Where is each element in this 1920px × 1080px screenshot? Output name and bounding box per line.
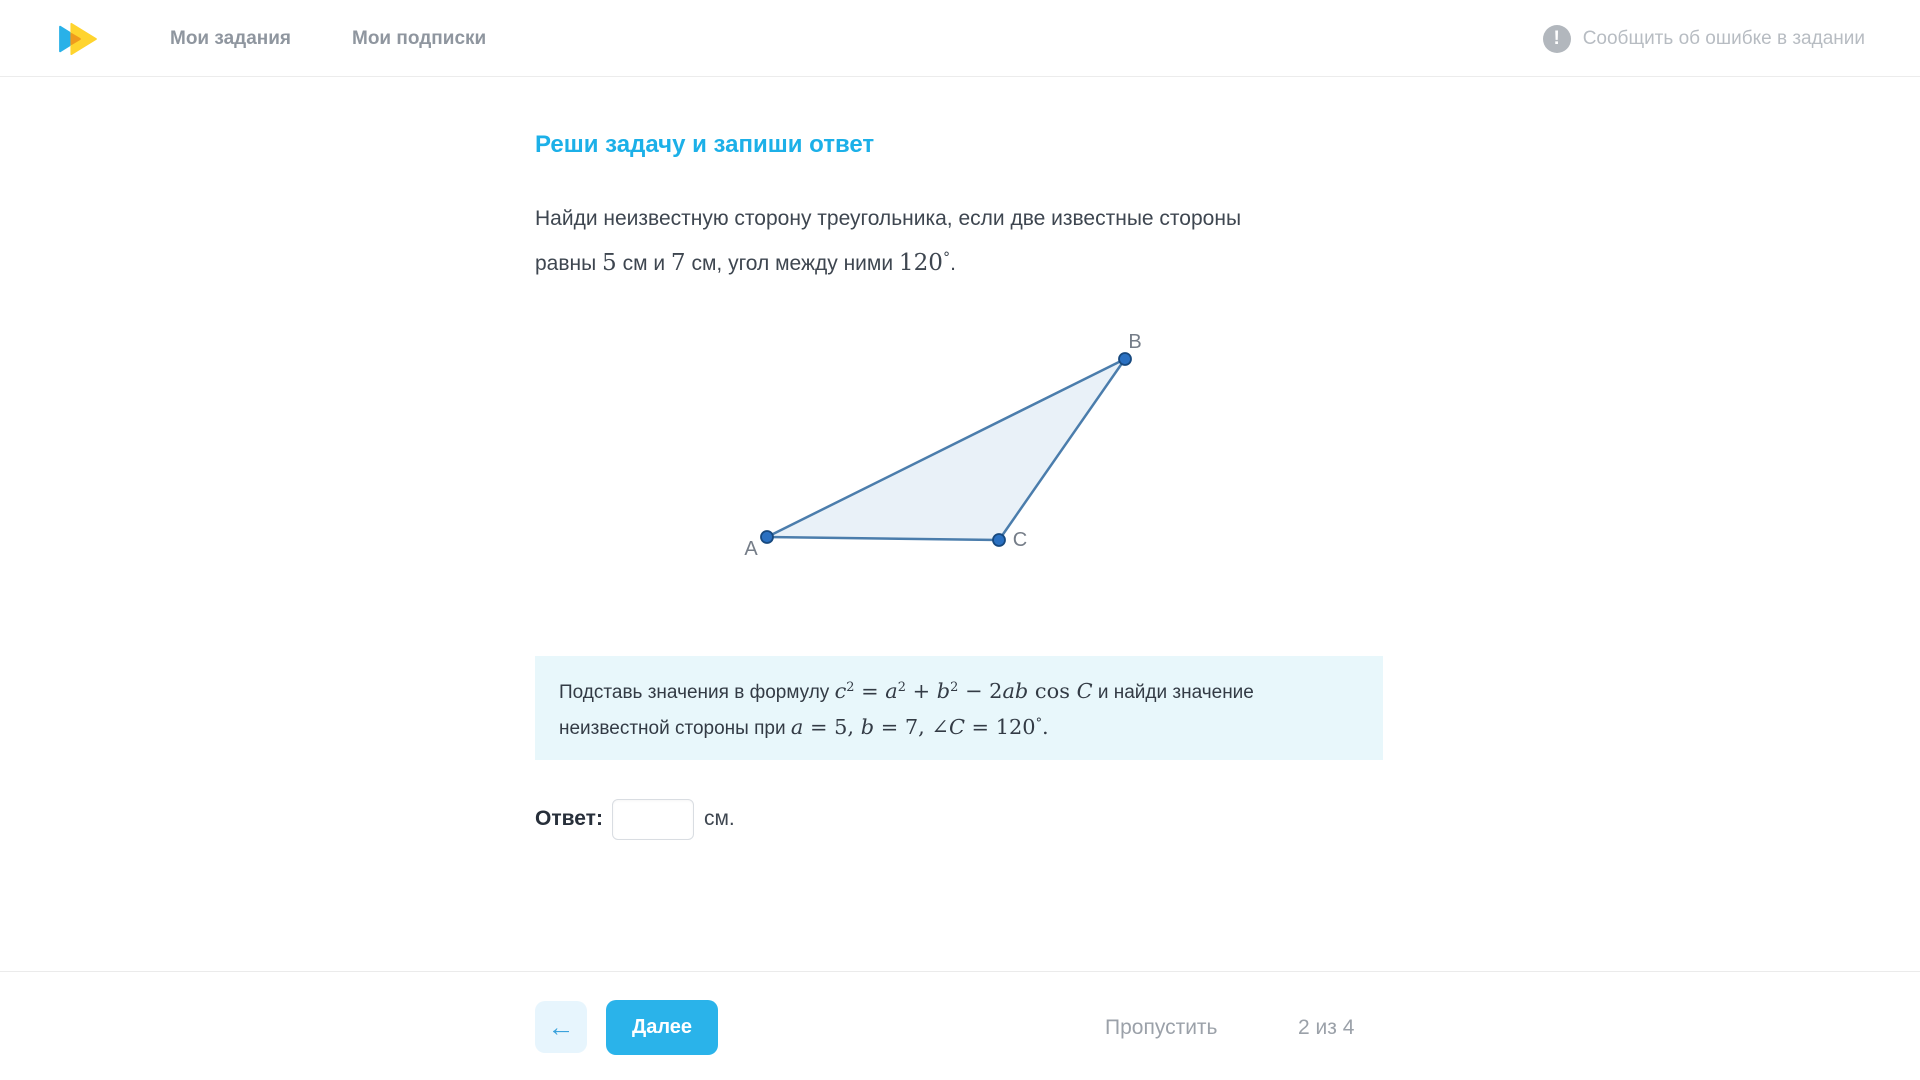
skip-button[interactable]: Пропустить — [1105, 1016, 1218, 1039]
triangle-diagram — [535, 330, 1385, 570]
answer-label: Ответ: — [535, 807, 603, 830]
vertex-label-c: C — [1012, 529, 1028, 551]
answer-unit: см. — [703, 807, 735, 830]
triangle-svg — [535, 330, 1385, 570]
next-button[interactable]: Далее — [606, 1000, 718, 1055]
vertex-dot-b — [1119, 353, 1131, 365]
task-title: Реши задачу и запиши ответ — [535, 131, 875, 158]
app-logo-icon[interactable] — [50, 22, 106, 56]
answer-row — [535, 797, 735, 841]
back-button[interactable]: ← — [535, 1001, 587, 1053]
progress-counter: 2 из 4 — [1298, 1016, 1355, 1039]
vertex-label-b: B — [1128, 331, 1142, 353]
nav-my-subscriptions[interactable]: Мои подписки — [352, 27, 487, 49]
exclamation-icon: ! — [1543, 25, 1571, 53]
triangle-shape — [767, 359, 1125, 540]
answer-input[interactable] — [612, 799, 694, 840]
vertex-dot-c — [993, 534, 1005, 546]
footer-divider — [0, 971, 1920, 972]
header — [0, 0, 1920, 77]
problem-text: Найди неизвестную сторону треугольника, если две известные стороны равны 5 см и 7 см, угол между ними 120°. — [535, 207, 1242, 276]
report-error-button[interactable] — [1543, 0, 1865, 77]
nav-my-tasks[interactable]: Мои задания — [170, 27, 292, 49]
hint-box: Подставь значения в формулу $c^2 = a^2 + b^2 - 2ab$ cos C и найди значение неизвестной стороны при a = 5, b = 7, ∠C = 120°. — [535, 656, 1383, 760]
vertex-dot-a — [761, 531, 773, 543]
report-error-label: Сообщить об ошибке в задании — [1582, 27, 1865, 49]
vertex-label-a: A — [744, 538, 758, 560]
